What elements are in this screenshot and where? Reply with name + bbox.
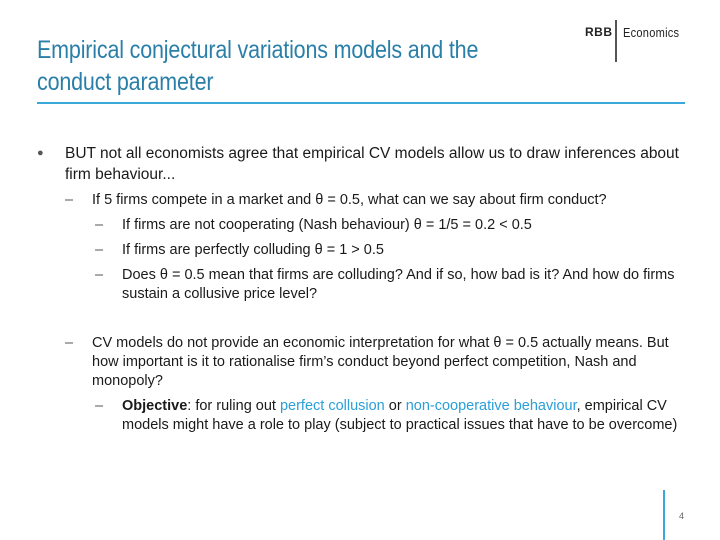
bullet-marker: ● bbox=[37, 147, 44, 159]
logo-brand: RBB bbox=[585, 25, 613, 39]
dash-marker: – bbox=[95, 398, 104, 414]
dash-marker: – bbox=[65, 335, 74, 351]
dash-marker: – bbox=[95, 242, 104, 258]
logo-name: Economics bbox=[623, 25, 680, 40]
title-underline bbox=[37, 102, 685, 104]
non-cooperative-highlight: non-cooperative behaviour bbox=[405, 398, 577, 414]
bullet-text: Does θ = 0.5 mean that firms are colluding? And if so, how bad is it? And how do firms sustain a collusive price level? bbox=[122, 267, 675, 302]
bullet-text: BUT not all economists agree that empirical CV models allow us to draw inferences about firm behaviour... bbox=[65, 145, 679, 183]
dash-marker: – bbox=[65, 192, 74, 208]
page-number: 4 bbox=[679, 511, 685, 521]
bullet-level3-objective bbox=[30, 397, 680, 435]
bullet-level1 bbox=[30, 143, 680, 185]
bullet-level3 bbox=[30, 216, 680, 235]
objective-text: , empirical CV models might have a role to play (subject to practical issues that have to be overcome) bbox=[122, 398, 678, 433]
bullet-text: If firms are not cooperating (Nash behaviour) θ = 1/5 = 0.2 < 0.5 bbox=[122, 217, 532, 233]
bullet-level2 bbox=[30, 334, 680, 391]
bullet-level2 bbox=[30, 191, 680, 210]
slide-title: Empirical conjectural variations models and the conduct parameter bbox=[37, 36, 479, 96]
bullet-text: If firms are perfectly colluding θ = 1 > 0.5 bbox=[122, 242, 384, 258]
objective-label: Objective bbox=[122, 398, 188, 414]
bullet-text: CV models do not provide an economic interpretation for what θ = 0.5 actually means. But how important is it to rationalise firm’s conduct beyond perfect competition, Nash and monopoly? bbox=[92, 335, 669, 389]
logo-divider bbox=[615, 20, 617, 62]
bullet-text: If 5 firms compete in a market and θ = 0.5, what can we say about firm conduct? bbox=[92, 192, 607, 208]
dash-marker: – bbox=[95, 267, 104, 283]
rbb-economics-logo bbox=[585, 20, 695, 62]
bullet-level3 bbox=[30, 266, 680, 304]
page-accent-line bbox=[663, 490, 665, 540]
slide-content bbox=[30, 143, 680, 435]
objective-text: or bbox=[384, 398, 406, 414]
dash-marker: – bbox=[95, 217, 104, 233]
perfect-collusion-highlight: perfect collusion bbox=[279, 398, 385, 414]
bullet-level3 bbox=[30, 241, 680, 260]
objective-text: : for ruling out bbox=[187, 398, 280, 414]
